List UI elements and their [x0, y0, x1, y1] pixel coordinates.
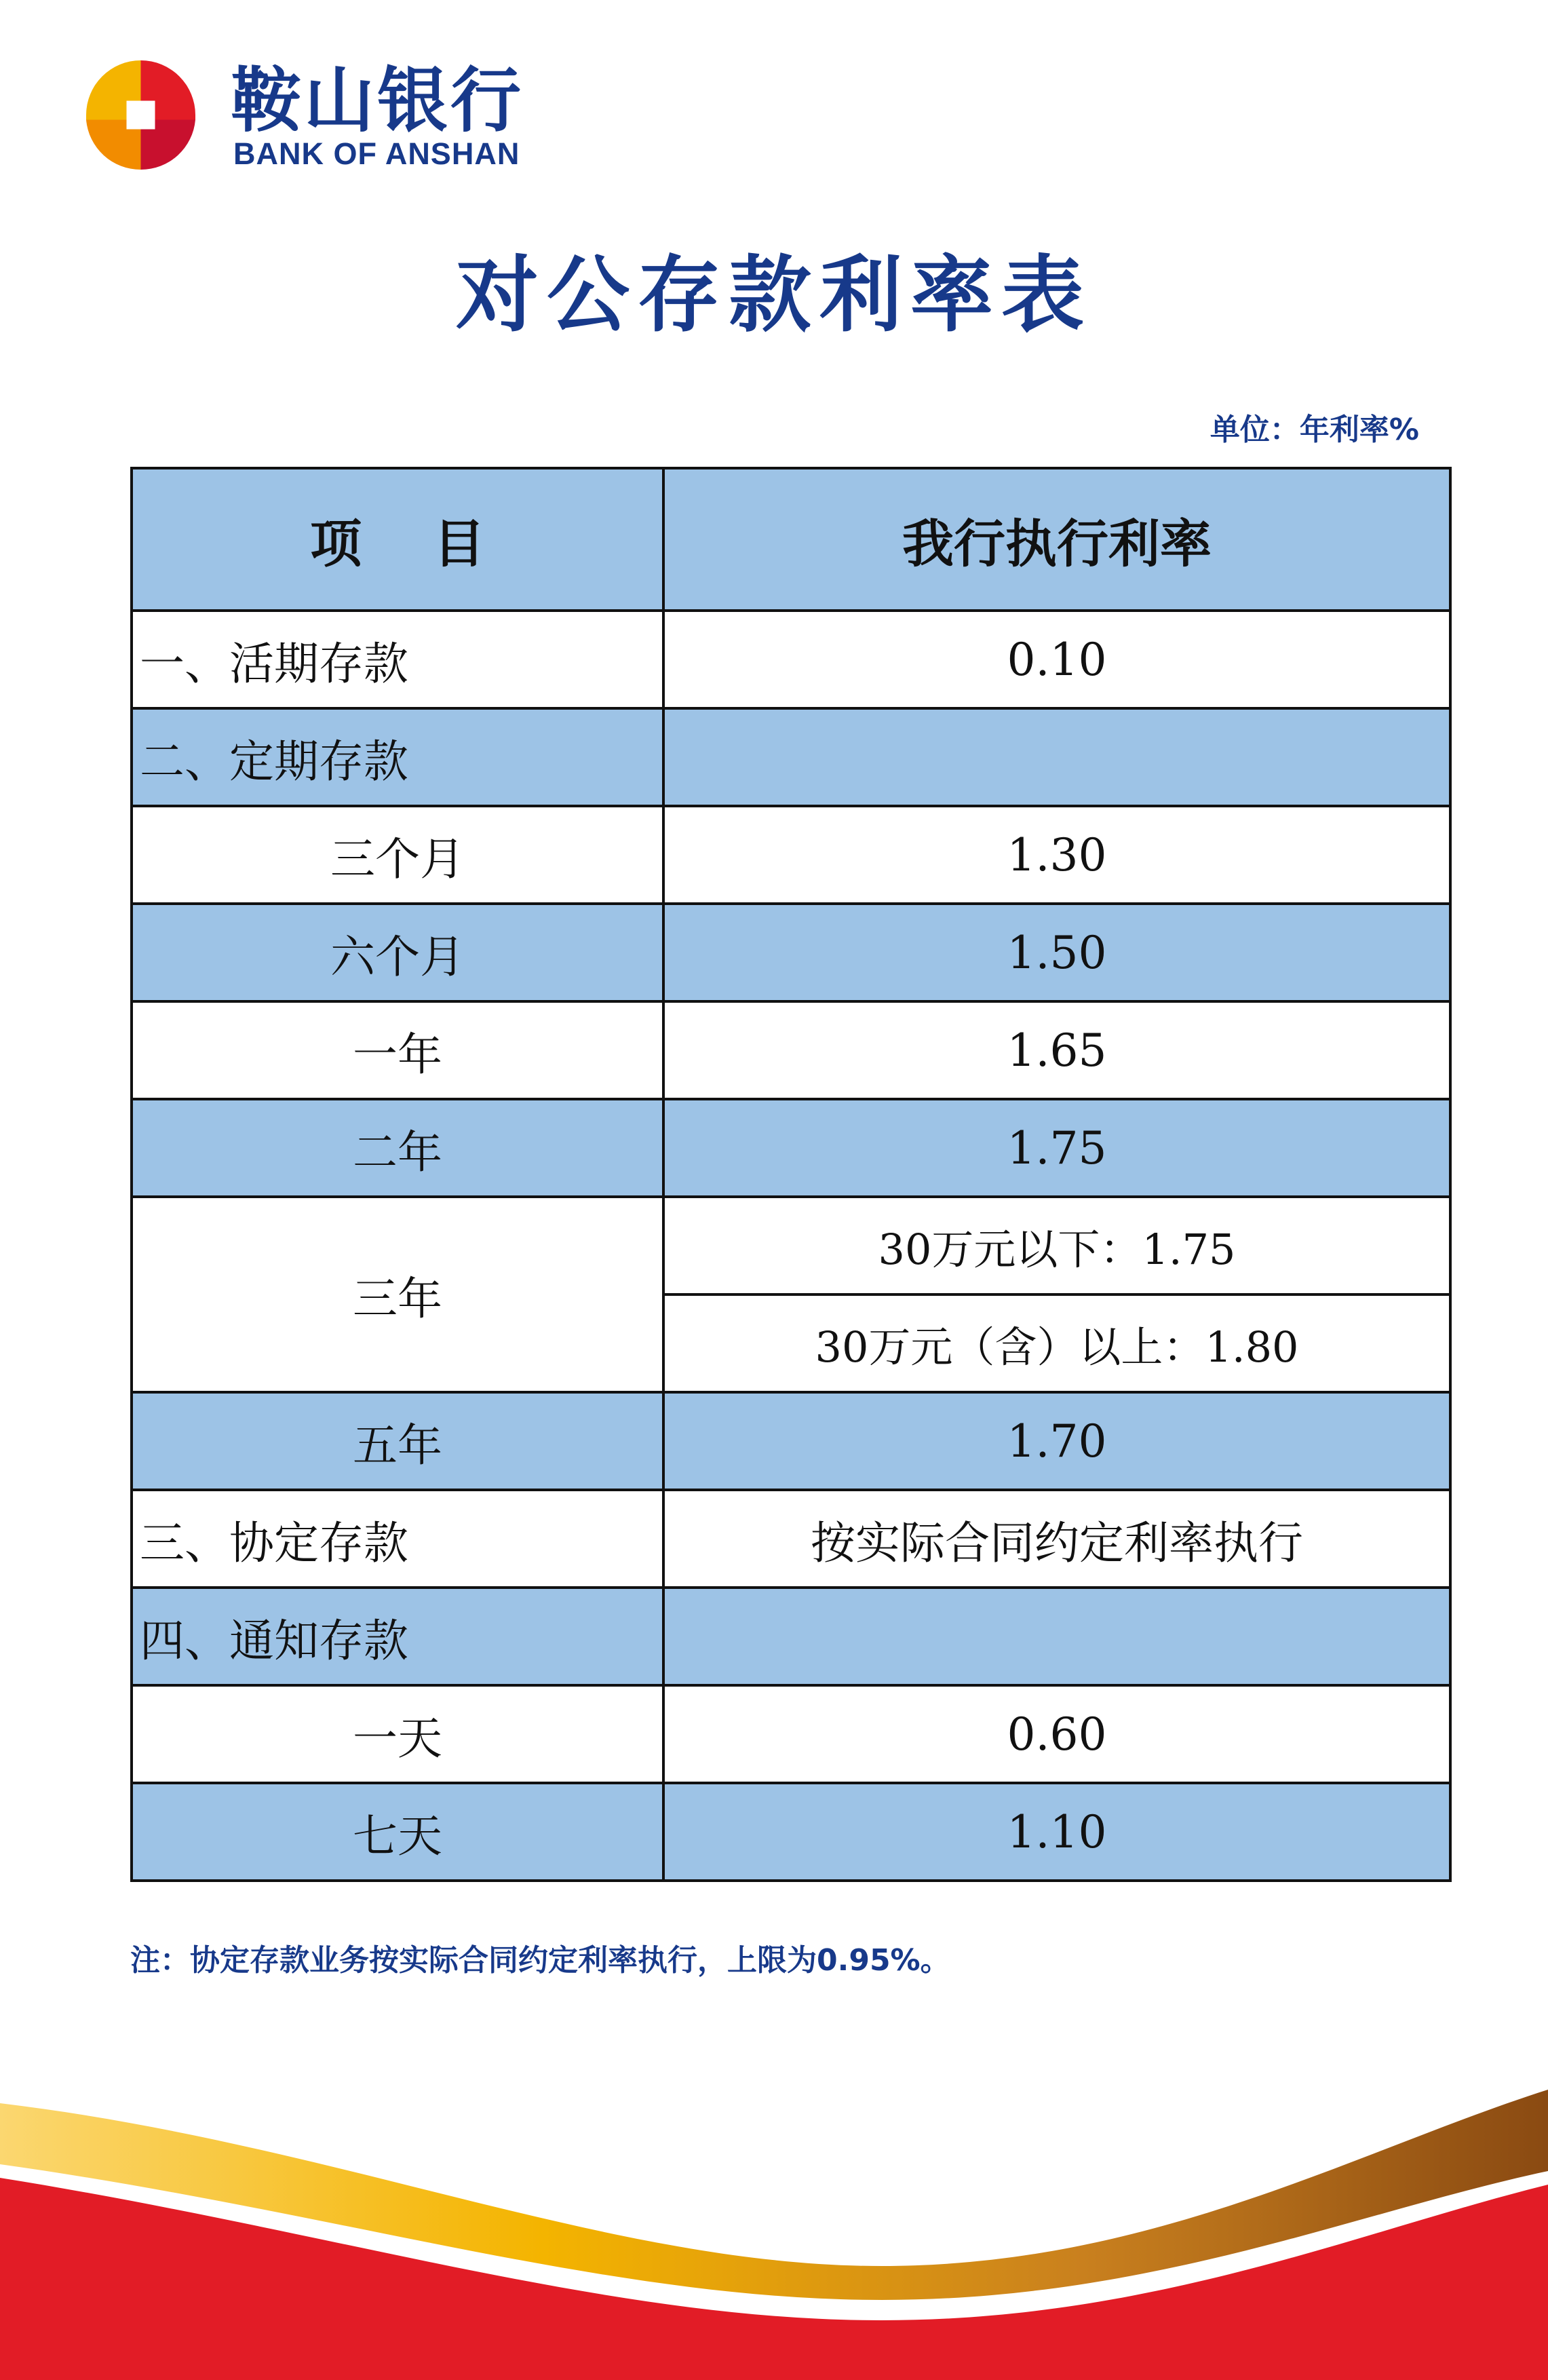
row-rate: 1.75 [663, 1099, 1450, 1197]
table-row [132, 1001, 1450, 1099]
table-header-row [132, 468, 1450, 611]
bank-logo-icon [81, 56, 200, 174]
table-row [132, 611, 1450, 708]
row-rate: 1.65 [663, 1001, 1450, 1099]
row-item: 六个月 [132, 904, 663, 1001]
row-item: 七天 [132, 1783, 663, 1881]
table-row [132, 1685, 1450, 1783]
row-item: 三个月 [132, 806, 663, 904]
row-rate-tier-2: 30万元（含）以上：1.80 [663, 1294, 1450, 1392]
row-rate: 1.10 [663, 1783, 1450, 1881]
row-item: 一年 [132, 1001, 663, 1099]
table-row [132, 1099, 1450, 1197]
row-item: 一天 [132, 1685, 663, 1783]
row-rate: 1.50 [663, 904, 1450, 1001]
row-rate: 1.70 [663, 1392, 1450, 1490]
row-rate: 0.60 [663, 1685, 1450, 1783]
row-rate: 按实际合同约定利率执行 [663, 1490, 1450, 1588]
rate-table [130, 467, 1452, 1882]
bank-name-en: BANK OF ANSHAN [233, 136, 520, 171]
page-title: 对公存款利率表 [456, 247, 1092, 343]
table-row [132, 806, 1450, 904]
table-row [132, 904, 1450, 1001]
row-item: 一、活期存款 [132, 611, 663, 708]
row-rate [663, 1588, 1450, 1685]
header-item: 项 目 [132, 468, 663, 611]
row-item: 二年 [132, 1099, 663, 1197]
decorative-wave [0, 2062, 1548, 2380]
row-item: 五年 [132, 1392, 663, 1490]
row-item: 四、通知存款 [132, 1588, 663, 1685]
row-rate: 0.10 [663, 611, 1450, 708]
header-rate: 我行执行利率 [663, 468, 1450, 611]
table-row [132, 708, 1450, 806]
row-item: 三年 [132, 1197, 663, 1392]
table-row [132, 1588, 1450, 1685]
row-item: 二、定期存款 [132, 708, 663, 806]
row-rate [663, 708, 1450, 806]
footnote: 注：协定存款业务按实际合同约定利率执行，上限为0.95%。 [130, 1943, 950, 1978]
table-row [132, 1392, 1450, 1490]
table-row [132, 1197, 1450, 1294]
bank-name-cn: 鞍山银行 [231, 59, 524, 142]
table-row [132, 1783, 1450, 1881]
unit-label: 单位：年利率% [1210, 412, 1419, 447]
table-row [132, 1490, 1450, 1588]
row-item: 三、协定存款 [132, 1490, 663, 1588]
row-rate-tier-1: 30万元以下：1.75 [663, 1197, 1450, 1294]
row-rate: 1.30 [663, 806, 1450, 904]
